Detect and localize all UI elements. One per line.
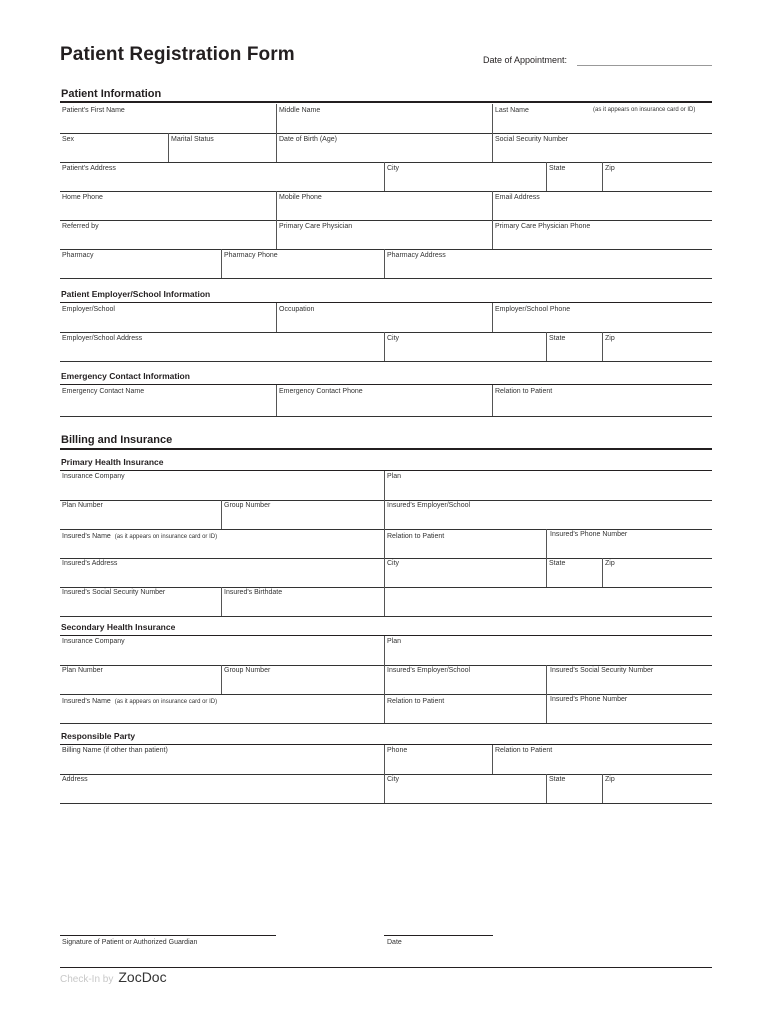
divider — [492, 745, 493, 774]
signature-label: Signature of Patient or Authorized Guardian — [62, 939, 198, 946]
secondary-relation-label: Relation to Patient — [387, 698, 445, 705]
divider — [384, 774, 385, 803]
pcp-phone-label: Primary Care Physician Phone — [495, 223, 591, 230]
section-rule — [60, 384, 712, 385]
divider — [384, 162, 385, 191]
emergency-phone-label: Emergency Contact Phone — [279, 388, 363, 395]
divider — [384, 500, 385, 529]
row-line — [60, 361, 712, 362]
pcp-label: Primary Care Physician — [279, 223, 353, 230]
row-line — [60, 191, 712, 192]
primary-company-label: Insurance Company — [62, 473, 125, 480]
row-line — [60, 500, 712, 501]
divider — [384, 587, 385, 616]
employer-address-label: Employer/School Address — [62, 335, 143, 342]
row-line — [60, 587, 712, 588]
divider — [384, 558, 385, 587]
signature-field[interactable] — [60, 935, 276, 936]
divider — [384, 745, 385, 774]
primary-insured-name-note: (as it appears on insurance card or ID) — [114, 534, 218, 540]
secondary-insurance-heading: Secondary Health Insurance — [61, 622, 176, 632]
primary-group-number-label: Group Number — [224, 502, 271, 509]
middle-name-label: Middle Name — [279, 107, 321, 114]
divider — [492, 220, 493, 249]
responsible-relation-label: Relation to Patient — [495, 747, 553, 754]
row-line — [60, 529, 712, 530]
employer-city-label: City — [387, 335, 400, 342]
divider — [221, 665, 222, 694]
divider — [384, 471, 385, 500]
home-phone-label: Home Phone — [62, 194, 103, 201]
divider — [221, 500, 222, 529]
footer-rule — [60, 967, 712, 968]
row-line — [60, 665, 712, 666]
row-line — [60, 558, 712, 559]
divider — [384, 665, 385, 694]
emergency-relation-label: Relation to Patient — [495, 388, 553, 395]
form-title: Patient Registration Form — [60, 44, 295, 65]
divider — [602, 774, 603, 803]
divider — [384, 332, 385, 361]
marital-status-label: Marital Status — [171, 136, 214, 143]
date-label: Date — [387, 939, 402, 946]
first-name-label: Patient's First Name — [62, 107, 125, 114]
section-rule — [60, 302, 712, 303]
patient-name-fields[interactable] — [60, 104, 712, 133]
primary-insured-phone-label: Insured's Phone Number — [550, 531, 628, 538]
state-label: State — [549, 165, 566, 172]
row-line — [60, 249, 712, 250]
secondary-insured-ssn-label: Insured's Social Security Number — [550, 667, 654, 674]
row-line — [60, 162, 712, 163]
secondary-plan-label: Plan — [387, 638, 402, 645]
primary-plan-number-label: Plan Number — [62, 502, 103, 509]
row-line — [60, 774, 712, 775]
employer-zip-label: Zip — [605, 335, 615, 342]
employer-state-label: State — [549, 335, 566, 342]
primary-zip-label: Zip — [605, 560, 615, 567]
primary-insured-employer-label: Insured's Employer/School — [387, 502, 471, 509]
checkin-label: Check-In by — [60, 974, 114, 985]
responsible-phone-label: Phone — [387, 747, 408, 754]
appointment-date-field[interactable] — [577, 65, 712, 66]
secondary-plan-number-label: Plan Number — [62, 667, 103, 674]
employer-heading: Patient Employer/School Information — [61, 289, 211, 299]
primary-insured-name-text: Insured's Name — [62, 533, 111, 540]
row-line — [60, 803, 712, 804]
employer-phone-label: Employer/School Phone — [495, 306, 571, 313]
divider — [384, 694, 385, 723]
divider — [546, 558, 547, 587]
date-field[interactable] — [384, 935, 493, 936]
occupation-label: Occupation — [279, 306, 315, 313]
patient-information-heading: Patient Information — [61, 88, 162, 100]
appointment-date-label: Date of Appointment: — [483, 55, 568, 65]
row-line — [60, 694, 712, 695]
row-line — [60, 278, 712, 279]
primary-insured-birthdate-label: Insured's Birthdate — [224, 589, 283, 596]
secondary-insured-name-label — [62, 698, 217, 705]
divider — [276, 385, 277, 416]
last-name-label: Last Name — [495, 107, 529, 114]
primary-insured-address-label: Insured's Address — [62, 560, 118, 567]
divider — [276, 191, 277, 220]
row-line — [60, 133, 712, 134]
divider — [546, 694, 547, 723]
emergency-name-label: Emergency Contact Name — [62, 388, 145, 395]
divider — [602, 162, 603, 191]
secondary-group-number-label: Group Number — [224, 667, 271, 674]
divider — [492, 385, 493, 416]
section-rule — [60, 744, 712, 745]
divider — [221, 587, 222, 616]
pharmacy-label: Pharmacy — [62, 252, 94, 259]
secondary-insured-name-text: Insured's Name — [62, 698, 111, 705]
row-line — [60, 332, 712, 333]
billing-heading: Billing and Insurance — [61, 434, 173, 446]
ssn-label: Social Security Number — [495, 136, 569, 143]
primary-insured-ssn-label: Insured's Social Security Number — [62, 589, 166, 596]
section-rule — [60, 470, 712, 471]
patient-address-label: Patient's Address — [62, 165, 116, 172]
divider — [276, 303, 277, 332]
divider — [546, 774, 547, 803]
row-line — [60, 723, 712, 724]
last-name-note: (as it appears on insurance card or ID) — [593, 107, 696, 113]
referred-by-label: Referred by — [62, 223, 99, 230]
divider — [602, 558, 603, 587]
divider — [602, 332, 603, 361]
divider — [384, 249, 385, 278]
section-rule — [60, 101, 712, 103]
secondary-insured-name-note: (as it appears on insurance card or ID) — [114, 699, 218, 705]
pharmacy-phone-label: Pharmacy Phone — [224, 252, 278, 259]
divider — [546, 332, 547, 361]
divider — [492, 303, 493, 332]
divider — [546, 529, 547, 558]
section-rule — [60, 448, 712, 450]
pharmacy-address-label: Pharmacy Address — [387, 252, 446, 259]
divider — [492, 133, 493, 162]
primary-insured-name-label — [62, 533, 217, 540]
primary-insurance-heading: Primary Health Insurance — [61, 457, 164, 467]
divider — [221, 249, 222, 278]
divider — [384, 636, 385, 665]
divider — [384, 529, 385, 558]
divider — [546, 162, 547, 191]
responsible-state-label: State — [549, 776, 566, 783]
responsible-address-label: Address — [62, 776, 88, 783]
primary-state-label: State — [549, 560, 566, 567]
city-label: City — [387, 165, 400, 172]
primary-city-label: City — [387, 560, 400, 567]
responsible-party-heading: Responsible Party — [61, 731, 136, 741]
dob-label: Date of Birth (Age) — [279, 136, 337, 143]
footer-brand — [60, 969, 167, 985]
sex-label: Sex — [62, 136, 75, 143]
billing-name-label: Billing Name (if other than patient) — [62, 747, 168, 754]
responsible-zip-label: Zip — [605, 776, 615, 783]
email-label: Email Address — [495, 194, 540, 201]
secondary-insured-employer-label: Insured's Employer/School — [387, 667, 471, 674]
secondary-insured-phone-label: Insured's Phone Number — [550, 696, 628, 703]
divider — [168, 133, 169, 162]
divider — [492, 191, 493, 220]
primary-plan-label: Plan — [387, 473, 402, 480]
primary-relation-label: Relation to Patient — [387, 533, 445, 540]
responsible-city-label: City — [387, 776, 400, 783]
mobile-phone-label: Mobile Phone — [279, 194, 322, 201]
divider — [276, 220, 277, 249]
zocdoc-logo: ZocDoc — [118, 969, 167, 985]
divider — [276, 133, 277, 162]
emergency-heading: Emergency Contact Information — [61, 371, 190, 381]
zip-label: Zip — [605, 165, 615, 172]
section-rule — [60, 635, 712, 636]
row-line — [60, 616, 712, 617]
row-line — [60, 416, 712, 417]
secondary-company-label: Insurance Company — [62, 638, 125, 645]
employer-school-label: Employer/School — [62, 306, 115, 313]
divider — [546, 665, 547, 694]
row-line — [60, 220, 712, 221]
